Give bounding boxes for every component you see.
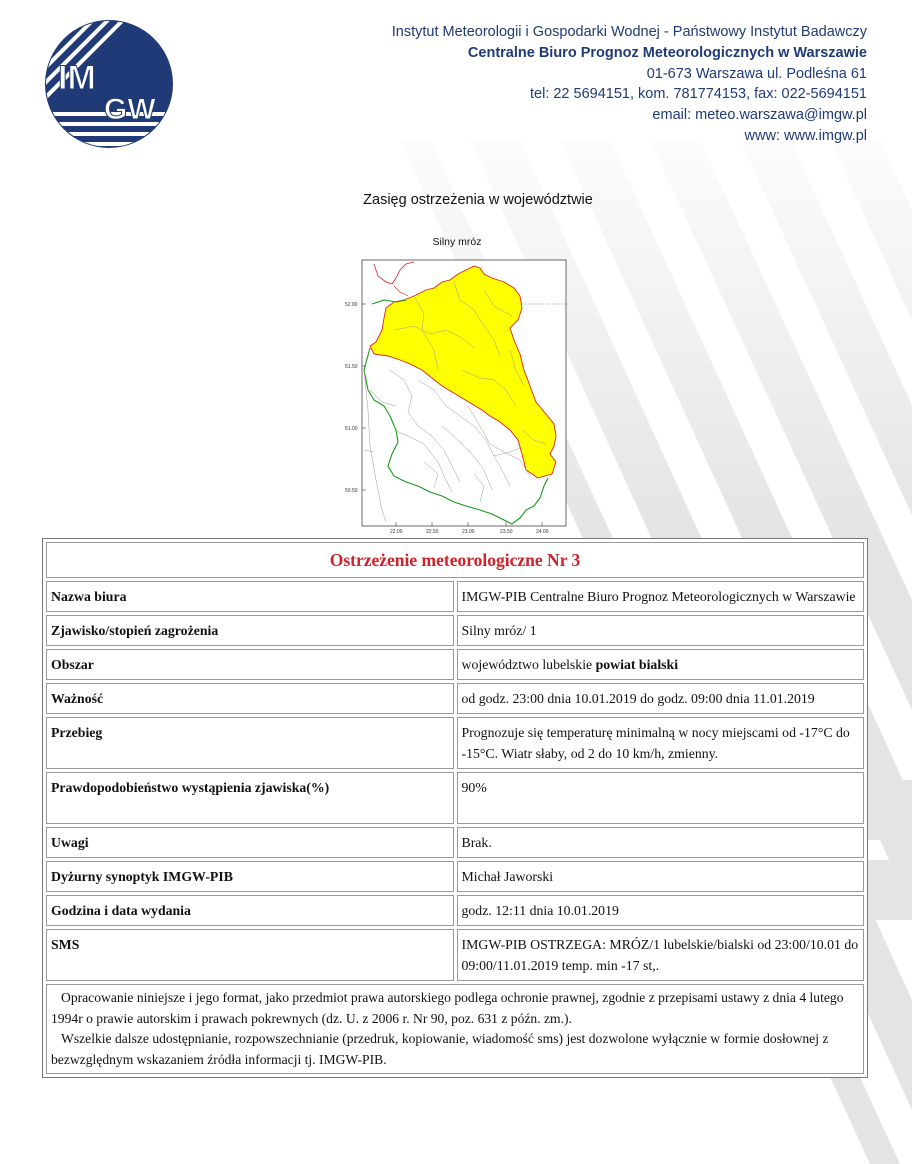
- x-tick-label: 22.00: [390, 529, 403, 534]
- row-label: Prawdopodobieństwo wystąpienia zjawiska(%): [46, 772, 454, 824]
- y-tick-label: 50.50: [345, 488, 358, 494]
- table-row: [46, 827, 864, 858]
- y-tick-label: 51.00: [345, 426, 358, 432]
- table-row: [46, 772, 864, 824]
- area-county: powiat bialski: [595, 657, 679, 672]
- address: 01-673 Warszawa ul. Podleśna 61: [646, 65, 867, 82]
- table-row: [46, 984, 864, 1074]
- institute-header: [392, 22, 867, 147]
- row-label: Ważność: [46, 683, 454, 714]
- usage-paragraph: Wszelkie dalsze udostępnianie, rozpowszechnianie (przedruk, kopiowanie, wiadomość sms) jest dozwolone wyłącznie w formie dosłownej z bezwzględnym wskazaniem źródła informacji tj. IMGW-PIB.: [51, 1031, 829, 1067]
- phone-line: tel: 22 5694151, kom. 781774153, fax: 022-5694151: [530, 86, 867, 103]
- y-tick-label: 51.50: [345, 364, 358, 370]
- row-value: [457, 649, 865, 680]
- table-row: [46, 649, 864, 680]
- email-line[interactable]: email: meteo.warszawa@imgw.pl: [652, 107, 867, 124]
- row-label: Zjawisko/stopień zagrożenia: [46, 615, 454, 646]
- warning-table: [42, 538, 868, 1078]
- row-value: IMGW-PIB Centralne Biuro Prognoz Meteorologicznych w Warszawie: [457, 581, 865, 612]
- x-tick-label: 23.00: [462, 529, 475, 534]
- row-label: Dyżurny synoptyk IMGW-PIB: [46, 861, 454, 892]
- row-label: Nazwa biura: [46, 581, 454, 612]
- warning-title: Ostrzeżenie meteorologiczne Nr 3: [46, 542, 864, 578]
- table-row: [46, 581, 864, 612]
- table-row: [46, 895, 864, 926]
- x-tick-label: 24.00: [536, 529, 549, 534]
- logo-text-top: IM: [58, 59, 96, 97]
- row-value: IMGW-PIB OSTRZEGA: MRÓZ/1 lubelskie/bialski od 23:00/10.01 do 09:00/11.01.2019 temp. min -17 st,.: [457, 929, 865, 981]
- table-row: [46, 717, 864, 769]
- row-value: godz. 12:11 dnia 10.01.2019: [457, 895, 865, 926]
- copyright-paragraph: Opracowanie niniejsze i jego format, jako przedmiot prawa autorskiego podlega ochronie prawnej, zgodnie z przepisami ustawy z dnia 4 lutego 1994r o prawie autorskim i prawach pokrewnych (dz. U. z 2006 r. Nr 90, poz. 631 z późn. zm.).: [51, 990, 844, 1026]
- warning-map: [334, 230, 580, 534]
- row-value: Michał Jaworski: [457, 861, 865, 892]
- map-title: Silny mróz: [432, 236, 482, 248]
- table-row: [46, 861, 864, 892]
- area-voivodeship: województwo lubelskie: [461, 657, 596, 672]
- logo-text-bottom: GW: [104, 93, 156, 126]
- row-value: 90%: [457, 772, 865, 824]
- warning-document: [42, 538, 868, 1078]
- row-label: Godzina i data wydania: [46, 895, 454, 926]
- website-line[interactable]: www: www.imgw.pl: [744, 127, 867, 144]
- row-label: Obszar: [46, 649, 454, 680]
- row-label: Uwagi: [46, 827, 454, 858]
- institute-name: Instytut Meteorologii i Gospodarki Wodnej - Państwowy Instytut Badawczy: [391, 24, 867, 40]
- x-tick-label: 22.50: [426, 529, 439, 534]
- table-row: [46, 542, 864, 578]
- row-label: SMS: [46, 929, 454, 981]
- table-row: [46, 615, 864, 646]
- map-heading: Zasięg ostrzeżenia w województwie: [363, 192, 593, 208]
- office-name: Centralne Biuro Prognoz Meteorologicznych w Warszawie: [467, 44, 867, 61]
- table-row: [46, 929, 864, 981]
- y-tick-label: 52.00: [345, 302, 358, 308]
- copyright-note: [46, 984, 864, 1074]
- row-value: Silny mróz/ 1: [457, 615, 865, 646]
- row-value: Prognozuje się temperaturę minimalną w nocy miejscami od -17°C do -15°C. Wiatr słaby, od 2 do 10 km/h, zmienny.: [457, 717, 865, 769]
- imgw-logo: [44, 19, 174, 149]
- x-tick-label: 23.50: [500, 529, 513, 534]
- row-value: od godz. 23:00 dnia 10.01.2019 do godz. 09:00 dnia 11.01.2019: [457, 683, 865, 714]
- table-row: [46, 683, 864, 714]
- row-label: Przebieg: [46, 717, 454, 769]
- row-value: Brak.: [457, 827, 865, 858]
- map-figure: [334, 230, 580, 534]
